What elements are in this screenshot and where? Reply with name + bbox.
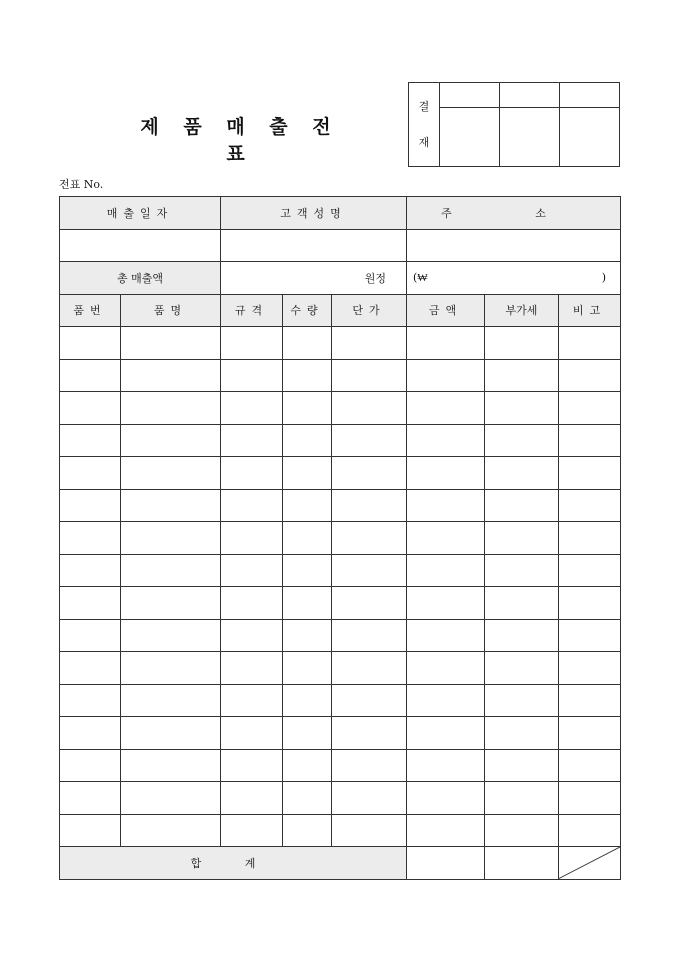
item-row — [60, 522, 621, 555]
item-amount-cell[interactable] — [407, 619, 485, 652]
item-row — [60, 392, 621, 425]
item-item-no-cell[interactable] — [60, 782, 121, 815]
approval-label — [409, 83, 440, 167]
item-remarks-cell[interactable] — [559, 424, 621, 457]
item-unit-price-cell[interactable] — [332, 782, 407, 815]
item-item-name-cell[interactable] — [121, 424, 221, 457]
item-row — [60, 587, 621, 620]
item-amount-cell[interactable] — [407, 457, 485, 490]
item-unit-price-cell[interactable] — [332, 392, 407, 425]
item-spec-cell[interactable] — [221, 392, 283, 425]
item-amount-cell[interactable] — [407, 489, 485, 522]
item-item-name-cell[interactable] — [121, 554, 221, 587]
item-vat-cell[interactable] — [485, 587, 559, 620]
item-amount-cell[interactable] — [407, 652, 485, 685]
item-amount-cell[interactable] — [407, 814, 485, 847]
item-item-name-cell[interactable] — [121, 359, 221, 392]
item-quantity-cell[interactable] — [283, 522, 332, 555]
item-spec-cell[interactable] — [221, 652, 283, 685]
item-item-no-cell[interactable] — [60, 522, 121, 555]
item-item-name-cell[interactable] — [121, 522, 221, 555]
item-row — [60, 359, 621, 392]
item-unit-price-cell[interactable] — [332, 457, 407, 490]
item-quantity-cell[interactable] — [283, 782, 332, 815]
item-row — [60, 457, 621, 490]
item-unit-price-cell[interactable] — [332, 359, 407, 392]
col-header-vat: 부가세 — [485, 294, 559, 327]
item-vat-cell[interactable] — [485, 684, 559, 717]
customer-name-field[interactable] — [221, 229, 407, 262]
item-quantity-cell[interactable] — [283, 652, 332, 685]
item-quantity-cell[interactable] — [283, 749, 332, 782]
item-item-no-cell[interactable] — [60, 749, 121, 782]
item-quantity-cell[interactable] — [283, 717, 332, 750]
item-quantity-cell[interactable] — [283, 619, 332, 652]
address-header: 주 소 — [407, 197, 621, 230]
item-remarks-cell[interactable] — [559, 587, 621, 620]
item-remarks-cell[interactable] — [559, 717, 621, 750]
item-remarks-cell[interactable] — [559, 554, 621, 587]
item-unit-price-cell[interactable] — [332, 717, 407, 750]
item-row — [60, 814, 621, 847]
item-row — [60, 619, 621, 652]
item-remarks-cell[interactable] — [559, 619, 621, 652]
item-vat-cell[interactable] — [485, 717, 559, 750]
item-item-no-cell[interactable] — [60, 392, 121, 425]
item-spec-cell[interactable] — [221, 457, 283, 490]
item-item-name-cell[interactable] — [121, 652, 221, 685]
customer-name-header: 고객성명 — [221, 197, 407, 230]
item-vat-cell[interactable] — [485, 457, 559, 490]
item-unit-price-cell[interactable] — [332, 814, 407, 847]
slip-number-label: 전표 No. — [59, 178, 104, 191]
item-item-name-cell[interactable] — [121, 489, 221, 522]
item-amount-cell[interactable] — [407, 522, 485, 555]
item-remarks-cell[interactable] — [559, 392, 621, 425]
item-unit-price-cell[interactable] — [332, 619, 407, 652]
item-spec-cell[interactable] — [221, 814, 283, 847]
item-spec-cell[interactable] — [221, 424, 283, 457]
item-spec-cell[interactable] — [221, 522, 283, 555]
item-spec-cell[interactable] — [221, 684, 283, 717]
item-row — [60, 684, 621, 717]
item-quantity-cell[interactable] — [283, 684, 332, 717]
item-remarks-cell[interactable] — [559, 457, 621, 490]
item-spec-cell[interactable] — [221, 619, 283, 652]
item-amount-cell[interactable] — [407, 392, 485, 425]
item-unit-price-cell[interactable] — [332, 749, 407, 782]
item-item-name-cell[interactable] — [121, 717, 221, 750]
item-spec-cell[interactable] — [221, 782, 283, 815]
item-item-no-cell[interactable] — [60, 717, 121, 750]
item-item-no-cell[interactable] — [60, 554, 121, 587]
diagonal-slash — [559, 847, 620, 879]
item-item-name-cell[interactable] — [121, 327, 221, 360]
col-header-spec: 규격 — [221, 294, 283, 327]
item-spec-cell[interactable] — [221, 327, 283, 360]
item-unit-price-cell[interactable] — [332, 327, 407, 360]
item-row — [60, 652, 621, 685]
item-remarks-cell[interactable] — [559, 684, 621, 717]
item-quantity-cell[interactable] — [283, 554, 332, 587]
item-unit-price-cell[interactable] — [332, 489, 407, 522]
item-quantity-cell[interactable] — [283, 327, 332, 360]
item-unit-price-cell[interactable] — [332, 424, 407, 457]
item-amount-cell[interactable] — [407, 749, 485, 782]
item-remarks-cell[interactable] — [559, 489, 621, 522]
item-remarks-cell[interactable] — [559, 359, 621, 392]
approval-box — [408, 82, 620, 167]
item-spec-cell[interactable] — [221, 489, 283, 522]
col-header-amount: 금액 — [407, 294, 485, 327]
approval-sign-2[interactable] — [500, 108, 560, 167]
item-spec-cell[interactable] — [221, 554, 283, 587]
item-remarks-cell[interactable] — [559, 782, 621, 815]
item-item-name-cell[interactable] — [121, 749, 221, 782]
total-sales-won-label: 원정 — [221, 262, 407, 295]
item-amount-cell[interactable] — [407, 587, 485, 620]
item-unit-price-cell[interactable] — [332, 684, 407, 717]
sales-slip-table — [59, 196, 621, 880]
item-amount-cell[interactable] — [407, 782, 485, 815]
approval-label-top: 결 — [418, 99, 430, 113]
item-remarks-cell[interactable] — [559, 652, 621, 685]
item-item-name-cell[interactable] — [121, 587, 221, 620]
item-item-no-cell[interactable] — [60, 814, 121, 847]
form-title: 제 품 매 출 전 표 — [140, 116, 340, 165]
item-quantity-cell[interactable] — [283, 392, 332, 425]
item-item-name-cell[interactable] — [121, 782, 221, 815]
total-vat-cell[interactable] — [485, 847, 559, 880]
item-vat-cell[interactable] — [485, 392, 559, 425]
item-quantity-cell[interactable] — [283, 457, 332, 490]
item-item-no-cell[interactable] — [60, 424, 121, 457]
item-vat-cell[interactable] — [485, 619, 559, 652]
item-vat-cell[interactable] — [485, 814, 559, 847]
item-unit-price-cell[interactable] — [332, 522, 407, 555]
col-header-item-no: 품번 — [60, 294, 121, 327]
item-spec-cell[interactable] — [221, 359, 283, 392]
approval-head-2[interactable] — [500, 83, 560, 108]
won-open: (₩ — [413, 271, 428, 285]
item-row — [60, 749, 621, 782]
item-unit-price-cell[interactable] — [332, 554, 407, 587]
item-vat-cell[interactable] — [485, 489, 559, 522]
item-remarks-cell[interactable] — [559, 814, 621, 847]
total-sales-label: 총 매출액 — [60, 262, 221, 295]
item-unit-price-cell[interactable] — [332, 587, 407, 620]
item-amount-cell[interactable] — [407, 424, 485, 457]
item-item-no-cell[interactable] — [60, 457, 121, 490]
approval-label-bottom: 재 — [418, 135, 430, 149]
item-item-no-cell[interactable] — [60, 652, 121, 685]
total-label: 합 계 — [60, 847, 407, 880]
item-quantity-cell[interactable] — [283, 359, 332, 392]
item-spec-cell[interactable] — [221, 587, 283, 620]
item-item-name-cell[interactable] — [121, 392, 221, 425]
item-item-no-cell[interactable] — [60, 587, 121, 620]
item-row — [60, 327, 621, 360]
item-amount-cell[interactable] — [407, 684, 485, 717]
item-item-no-cell[interactable] — [60, 359, 121, 392]
item-vat-cell[interactable] — [485, 424, 559, 457]
item-row — [60, 782, 621, 815]
item-remarks-cell[interactable] — [559, 522, 621, 555]
item-quantity-cell[interactable] — [283, 424, 332, 457]
item-vat-cell[interactable] — [485, 782, 559, 815]
item-quantity-cell[interactable] — [283, 814, 332, 847]
item-row — [60, 717, 621, 750]
item-item-name-cell[interactable] — [121, 619, 221, 652]
col-header-item-name: 품명 — [121, 294, 221, 327]
total-sales-amount-field[interactable] — [407, 262, 621, 295]
item-quantity-cell[interactable] — [283, 587, 332, 620]
item-vat-cell[interactable] — [485, 327, 559, 360]
item-vat-cell[interactable] — [485, 359, 559, 392]
item-row — [60, 489, 621, 522]
item-row — [60, 424, 621, 457]
item-quantity-cell[interactable] — [283, 489, 332, 522]
item-item-name-cell[interactable] — [121, 684, 221, 717]
approval-head-3[interactable] — [560, 83, 620, 108]
approval-head-1[interactable] — [440, 83, 500, 108]
approval-sign-3[interactable] — [560, 108, 620, 167]
col-header-quantity: 수량 — [283, 294, 332, 327]
item-row — [60, 554, 621, 587]
sale-date-header: 매출일자 — [60, 197, 221, 230]
total-amount-cell[interactable] — [407, 847, 485, 880]
item-item-no-cell[interactable] — [60, 327, 121, 360]
col-header-remarks: 비고 — [559, 294, 621, 327]
item-vat-cell[interactable] — [485, 652, 559, 685]
approval-sign-1[interactable] — [440, 108, 500, 167]
item-remarks-cell[interactable] — [559, 327, 621, 360]
item-item-name-cell[interactable] — [121, 457, 221, 490]
item-amount-cell[interactable] — [407, 359, 485, 392]
won-close: ) — [601, 271, 606, 285]
item-amount-cell[interactable] — [407, 717, 485, 750]
item-unit-price-cell[interactable] — [332, 652, 407, 685]
item-vat-cell[interactable] — [485, 554, 559, 587]
item-amount-cell[interactable] — [407, 327, 485, 360]
item-remarks-cell[interactable] — [559, 749, 621, 782]
item-spec-cell[interactable] — [221, 717, 283, 750]
item-vat-cell[interactable] — [485, 522, 559, 555]
address-field[interactable] — [407, 229, 621, 262]
col-header-unit-price: 단가 — [332, 294, 407, 327]
item-item-no-cell[interactable] — [60, 684, 121, 717]
total-remarks-cell — [559, 847, 621, 880]
sale-date-field[interactable] — [60, 229, 221, 262]
item-spec-cell[interactable] — [221, 749, 283, 782]
item-amount-cell[interactable] — [407, 554, 485, 587]
item-vat-cell[interactable] — [485, 749, 559, 782]
item-item-no-cell[interactable] — [60, 489, 121, 522]
item-item-name-cell[interactable] — [121, 814, 221, 847]
item-item-no-cell[interactable] — [60, 619, 121, 652]
